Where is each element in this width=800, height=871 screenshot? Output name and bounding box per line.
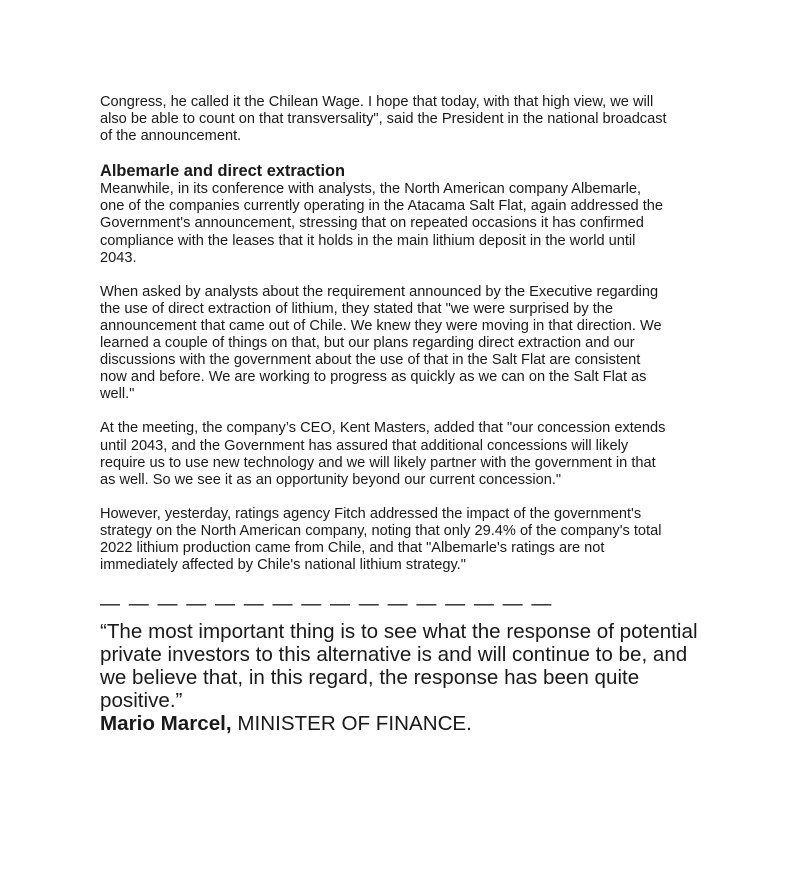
document-page bbox=[100, 94, 710, 735]
body-paragraph: When asked by analysts about the requirement announced by the Executive regarding the use of direct extraction of lithium, they stated that "we were surprised by the announcement that came out of Chile. We knew they were moving in that direction. We learned a couple of things on that, but our plans regarding direct extraction and our discussions with the government about the use of that in the Salt Flat are consistent now and before. We are working to progress as quickly as we can on the Salt Flat as well." bbox=[100, 283, 662, 403]
dash-divider: — — — — — — — — — — — — — — — — bbox=[100, 593, 553, 616]
paragraph-spacer bbox=[100, 403, 710, 420]
quote-attribution bbox=[100, 712, 710, 735]
speaker-name: Mario Marcel, bbox=[100, 712, 232, 736]
intro-paragraph: Congress, he called it the Chilean Wage. I hope that today, with that high view, we will also be able to count on that transversality", said the President in the national broadcast of the announcement. bbox=[100, 94, 667, 145]
body-paragraph: Meanwhile, in its conference with analysts, the North American company Albemarle, one of the companies currently operating in the Atacama Salt Flat, again addressed the Government's announcement, stressing that on repeated occasions it has confirmed compliance with the leases that it holds in the main lithium deposit in the world until 2043. bbox=[100, 181, 664, 266]
paragraph-spacer bbox=[100, 489, 710, 506]
body-paragraph: At the meeting, the company’s CEO, Kent Masters, added that "our concession extends until 2043, and the Government has assured that additional concessions will likely require us to use new technology and we will likely partner with the government in that as well. So we see it as an opportunity beyond our current concession." bbox=[100, 420, 666, 488]
section-heading: Albemarle and direct extraction bbox=[100, 162, 346, 181]
paragraph-spacer bbox=[100, 145, 710, 162]
pull-quote: “The most important thing is to see what the response of potential private investors to this alternative is and will continue to be, and we believe that, in this regard, the response has been quite positive.” bbox=[100, 620, 698, 713]
paragraph-spacer bbox=[100, 267, 710, 284]
speaker-role: MINISTER OF FINANCE. bbox=[231, 712, 472, 736]
body-paragraph: However, yesterday, ratings agency Fitch addressed the impact of the government's strategy on the North American company, noting that only 29.4% of the company's total 2022 lithium production came from Chile, and that "Albemarle's ratings are not immediately affected by Chile's national lithium strategy." bbox=[100, 505, 662, 574]
